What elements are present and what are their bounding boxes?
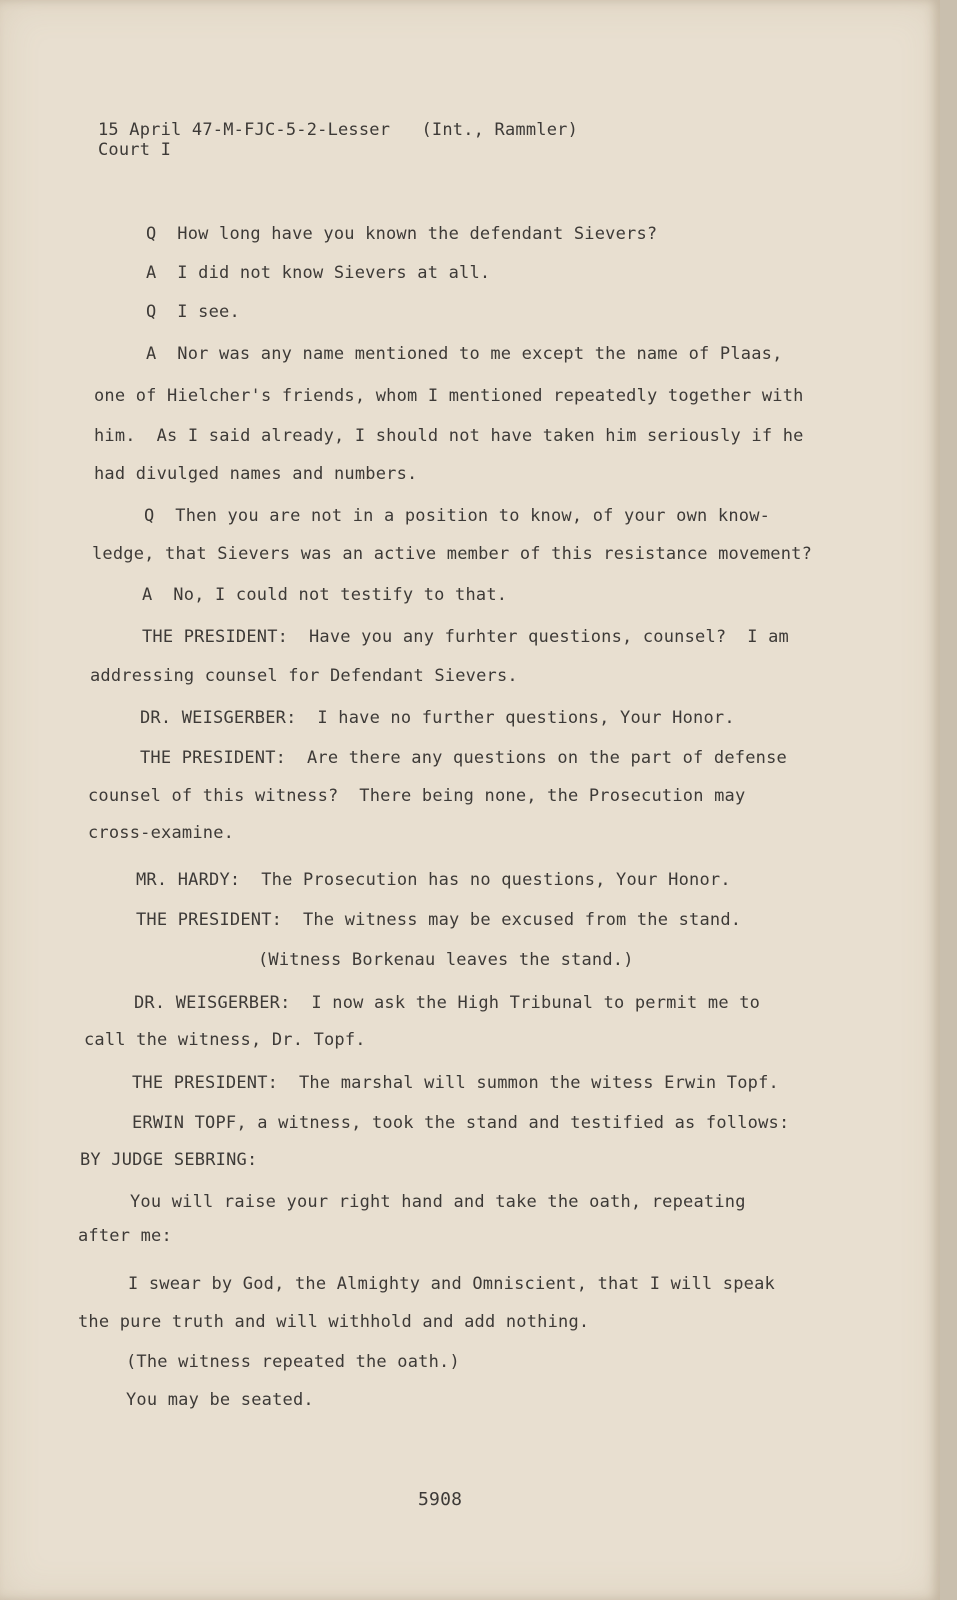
transcript-line: ledge, that Sievers was an active member of this resistance movement? <box>92 544 813 564</box>
transcript-line: THE PRESIDENT: The witness may be excused from the stand. <box>136 910 742 930</box>
transcript-line: him. As I said already, I should not have taken him seriously if he <box>94 426 804 446</box>
transcript-line: DR. WEISGERBER: I have no further questions, Your Honor. <box>140 708 735 728</box>
transcript-line: counsel of this witness? There being none, the Prosecution may <box>88 786 746 806</box>
transcript-line: MR. HARDY: The Prosecution has no questions, Your Honor. <box>136 870 731 890</box>
transcript-line: (Witness Borkenau leaves the stand.) <box>258 950 634 970</box>
header-line-1: 15 April 47-M-FJC-5-2-Lesser (Int., Rammler) <box>98 120 579 140</box>
transcript-line: the pure truth and will withhold and add nothing. <box>78 1312 590 1332</box>
transcript-line: had divulged names and numbers. <box>94 464 418 484</box>
transcript-line: addressing counsel for Defendant Sievers. <box>90 666 518 686</box>
transcript-line: DR. WEISGERBER: I now ask the High Tribunal to permit me to <box>134 993 761 1013</box>
header-line-2: Court I <box>98 140 172 160</box>
transcript-line: THE PRESIDENT: Are there any questions on the part of defense <box>140 748 787 768</box>
transcript-line: Q How long have you known the defendant Sievers? <box>146 224 658 244</box>
transcript-line: A I did not know Sievers at all. <box>146 263 491 283</box>
transcript-line: (The witness repeated the oath.) <box>126 1352 460 1372</box>
transcript-line: cross-examine. <box>88 823 235 843</box>
transcript-line: A Nor was any name mentioned to me except the name of Plaas, <box>146 344 783 364</box>
transcript-line: Q I see. <box>146 302 240 322</box>
transcript-line: THE PRESIDENT: The marshal will summon the witess Erwin Topf. <box>132 1073 779 1093</box>
transcript-line: BY JUDGE SEBRING: <box>80 1150 258 1170</box>
transcript-line: THE PRESIDENT: Have you any furhter questions, counsel? I am <box>142 627 789 647</box>
transcript-line: one of Hielcher's friends, whom I mentioned repeatedly together with <box>94 386 804 406</box>
page-number: 5908 <box>418 1489 463 1510</box>
transcript-line: ERWIN TOPF, a witness, took the stand and testified as follows: <box>132 1113 790 1133</box>
transcript-line: You will raise your right hand and take the oath, repeating <box>130 1192 746 1212</box>
transcript-line: call the witness, Dr. Topf. <box>84 1030 366 1050</box>
transcript-line: You may be seated. <box>126 1390 314 1410</box>
transcript-line: A No, I could not testify to that. <box>142 585 508 605</box>
transcript-line: after me: <box>78 1226 172 1246</box>
transcript-line: I swear by God, the Almighty and Omniscient, that I will speak <box>128 1274 775 1294</box>
transcript-line: Q Then you are not in a position to know, of your own know- <box>144 506 771 526</box>
